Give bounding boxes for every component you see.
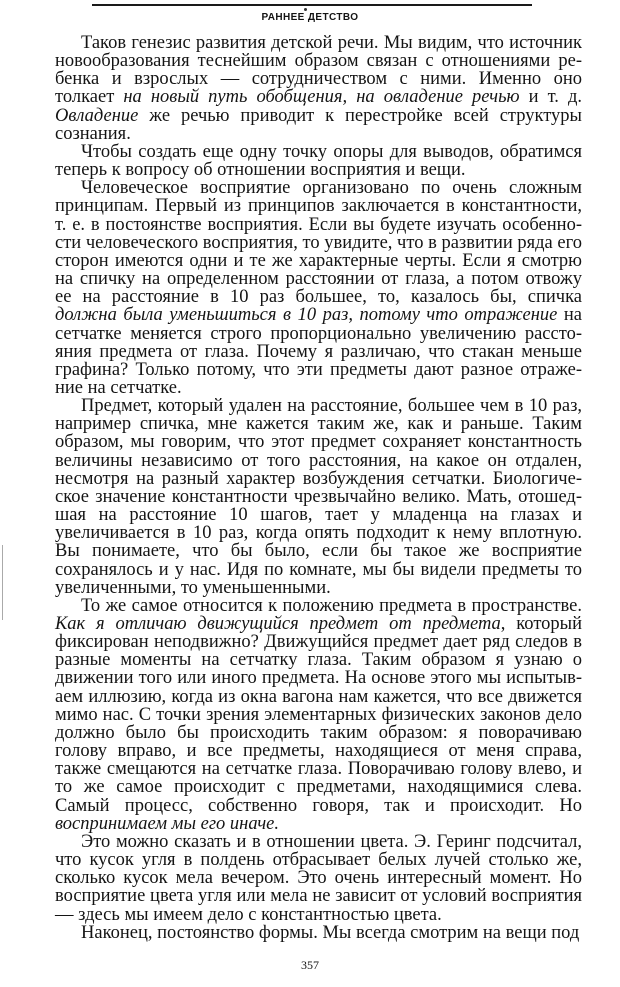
italic-run: должна была уменьшиться в 10 раз, потому что отражение <box>55 305 558 326</box>
text-run: же речью приводит к перестройке всей структуры сознания. <box>55 105 582 144</box>
page-number: 357 <box>301 958 319 972</box>
paragraph <box>55 34 582 143</box>
text-run: Предмет, который удален на расстояние, большее чем в 10 раз, например спичка, мне кажется таким же, как и раньше. Таким образом, мы говорим, что этот предмет сохраняет константность величины независимо от того расстояния, на какое он отдален, несмотря на разный характер возбуждения сетчатки. Биологическое значение константности чрезвычайно велико. Мать, отошедшая на расстояние 10 шагов, тает у младенца на глазах и увеличивается в 10 раз, когда опять подходит к нему вплотную. Вы понимаете, что бы было, если бы такое же восприятие сохранялось и у нас. Идя по комнате, мы бы видели предметы то увеличенными, то уменьшенными. <box>55 396 582 598</box>
header-rule <box>92 4 532 6</box>
paragraph <box>55 597 582 833</box>
margin-mark <box>2 545 3 620</box>
paragraph <box>55 924 582 942</box>
text-run: и т. д. <box>519 87 583 108</box>
text-run: Это можно сказать и в отношении цвета. Э. Геринг подсчитал, что кусок угля в полдень отбрасывает белых лучей столько же, сколько кусок мела вечером. Это очень интересный момент. Но восприятие цвета угля или мела не зависит от условий восприятия — здесь мы имеем дело с константностью цвета. <box>55 831 582 925</box>
italic-run: воспринимаем мы его иначе. <box>55 813 280 834</box>
paragraph <box>55 143 582 179</box>
italic-run: Овладение <box>55 105 139 126</box>
italic-run: Как я отличаю движущийся предмет от предмета <box>55 614 501 634</box>
italic-run: на новый путь обобщения, на овладение речью <box>123 87 520 108</box>
text-run: на сетчатке меняется строго пропорционально увеличению расстояния предмета от глаза. Почему я различаю, что стакан меньше графина? Только потому, что эти предметы дают разное отражение на сетчатке. <box>55 305 582 398</box>
text-run: Чтобы создать еще одну точку опоры для выводов, обратимся теперь к вопросу об отношении восприятия и вещи. <box>55 141 582 181</box>
header-dot <box>304 8 307 11</box>
paragraph <box>55 833 582 924</box>
body-text <box>55 34 582 942</box>
paragraph <box>55 397 582 597</box>
paragraph <box>55 179 582 397</box>
text-run: Человеческое восприятие организовано по очень сложным принципам. Первый из принципов заключается в константности, т. е. в постоянстве восприятия. Если вы будете изучать особенности человеческого восприятия, то увидите, что в развитии ряда его сторон имеются одни и те же характерные черты. Если я смотрю на спичку на определенном расстоянии от глаза, а потом отвожу ее на расстояние в 10 раз большее, то, казалось бы, спичка <box>55 178 582 308</box>
text-run: То же самое относится к положению предмета в пространстве. <box>81 595 582 616</box>
text-run: , который фиксирован неподвижно? Движущийся предмет дает ряд следов в разные моменты на сетчатку глаза. Таким образом я узнаю о движении того или иного предмета. На основе этого мы испытываем иллюзию, когда из окна вагона нам кажется, что все движется мимо нас. С точки зрения элементарных физических законов дело должно было бы происходить таким образом: я поворачиваю голову вправо, и все предметы, находящиеся от меня справа, также смещаются на сетчатке глаза. Поворачиваю голову влево, и то же самое происходит с предметами, находящимися слева. Самый процесс, собственно говоря, так и происходит. Но <box>55 614 582 816</box>
text-run: Наконец, постоянство формы. Мы всегда смотрим на вещи под <box>81 922 580 943</box>
text-run: Таков генезис развития детской речи. Мы видим, что источник новообразования теснейшим образом связан с отношениями ребенка и взрослых — сотрудничеством с ними. Именно оно толкает <box>55 33 582 108</box>
running-header: РАННЕЕ ДЕТСТВО <box>261 12 359 23</box>
